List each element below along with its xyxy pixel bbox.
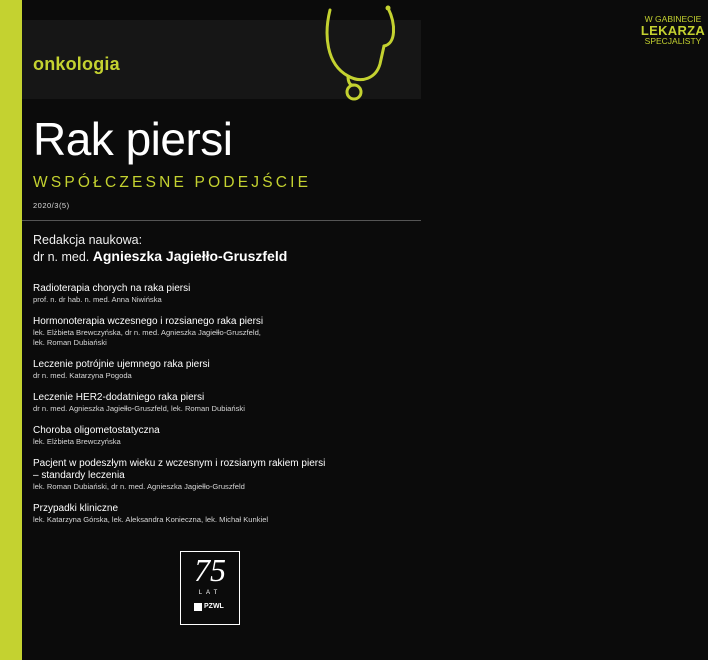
logo-number: 75 bbox=[194, 552, 226, 588]
series-badge-line1: W GABINECIE bbox=[644, 14, 702, 24]
chapter-authors: lek. Elżbieta Brewczyńska, dr n. med. Agnieszka Jagiełło-Gruszfeld, bbox=[33, 328, 261, 337]
table-of-contents bbox=[33, 283, 413, 536]
chapter-authors: lek. Katarzyna Górska, lek. Aleksandra Konieczna, lek. Michał Kunkiel bbox=[33, 515, 269, 524]
editor-name: Agnieszka Jagiełło-Gruszfeld bbox=[92, 248, 288, 264]
chapter-title: Hormonoterapia wczesnego i rozsianego raka piersi bbox=[33, 316, 264, 327]
chapter-authors: lek. Roman Dubiański, dr n. med. Agnieszka Jagiełło-Gruszfeld bbox=[33, 482, 245, 491]
chapter-title: Leczenie HER2-dodatniego raka piersi bbox=[33, 392, 205, 403]
list-item bbox=[33, 458, 413, 492]
list-item bbox=[33, 425, 413, 447]
series-category: onkologia bbox=[33, 54, 120, 74]
chapter-title: Pacjent w podeszłym wieku z wczesnym i rozsianym rakiem piersi bbox=[33, 458, 326, 469]
chapter-title: Choroba oligometostatyczna bbox=[33, 425, 160, 436]
series-badge-line3: SPECJALISTY bbox=[644, 35, 702, 46]
chapter-authors: lek. Elżbieta Brewczyńska bbox=[33, 437, 121, 446]
publisher-anniversary-logo bbox=[180, 551, 240, 625]
series-badge-text bbox=[638, 15, 708, 45]
chapter-authors-cont: lek. Roman Dubiański bbox=[33, 338, 107, 347]
accent-sidebar-bar bbox=[0, 0, 22, 660]
chapter-authors: prof. n. dr hab. n. med. Anna Niwińska bbox=[33, 295, 162, 304]
publisher-name: PZWL bbox=[204, 603, 224, 610]
chapter-authors: dr n. med. Agnieszka Jagiełło-Gruszfeld, lek. Roman Dubiański bbox=[33, 404, 245, 413]
chapter-title-cont: – standardy leczenia bbox=[33, 470, 125, 481]
series-badge-line2: LEKARZA bbox=[640, 22, 706, 38]
chapter-title: Przypadki kliniczne bbox=[33, 503, 119, 514]
list-item bbox=[33, 283, 413, 305]
list-item bbox=[33, 392, 413, 414]
publisher-square-icon bbox=[194, 603, 202, 611]
publisher-mark bbox=[194, 601, 226, 615]
editor-line bbox=[33, 248, 287, 264]
book-subtitle: WSPÓŁCZESNE PODEJŚCIE bbox=[33, 174, 312, 191]
book-title: Rak piersi bbox=[33, 113, 233, 165]
list-item bbox=[33, 316, 413, 348]
logo-lat-text: LAT bbox=[198, 590, 222, 596]
series-badge bbox=[318, 4, 706, 104]
stethoscope-icon bbox=[318, 4, 418, 104]
list-item bbox=[33, 359, 413, 381]
chapter-authors: dr n. med. Katarzyna Pogoda bbox=[33, 371, 132, 380]
chapter-title: Radioterapia chorych na raka piersi bbox=[33, 283, 191, 294]
chapter-title: Leczenie potrójnie ujemnego raka piersi bbox=[33, 359, 210, 370]
issue-number: 2020/3(5) bbox=[33, 201, 70, 210]
list-item bbox=[33, 503, 413, 525]
editor-prefix: dr n. med. bbox=[33, 250, 90, 264]
divider bbox=[22, 220, 421, 221]
editor-label: Redakcja naukowa: bbox=[33, 233, 143, 247]
